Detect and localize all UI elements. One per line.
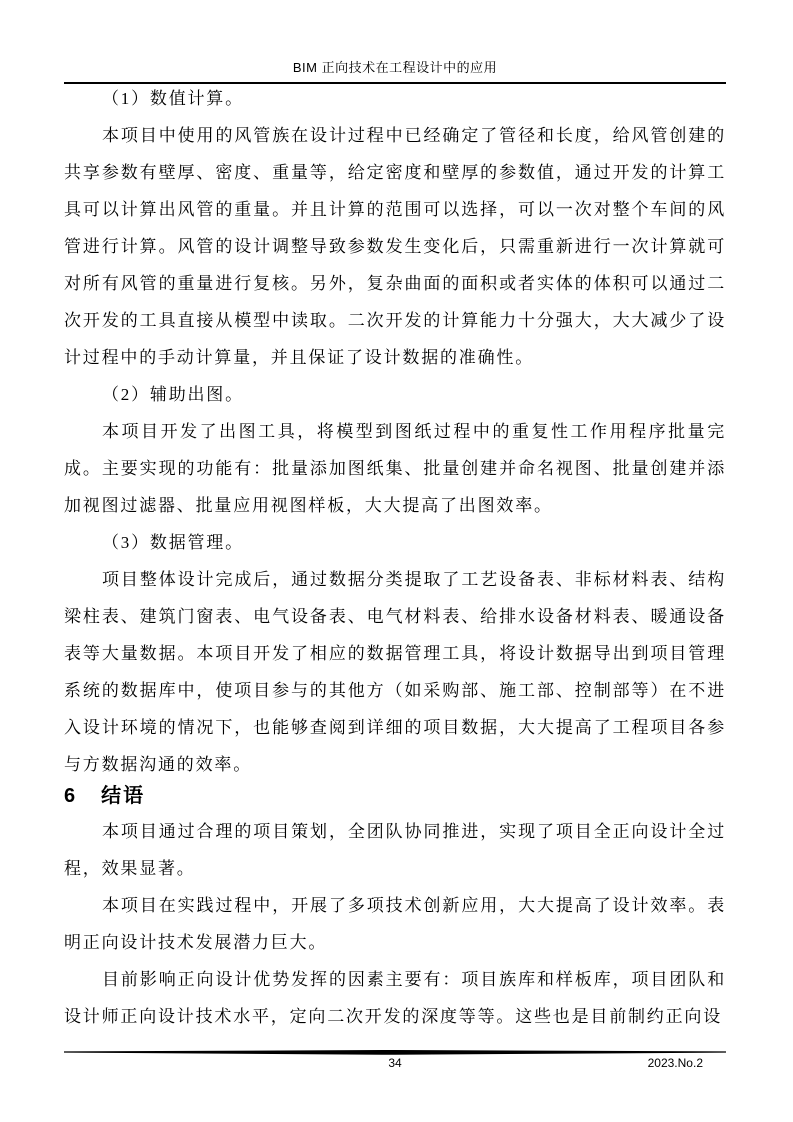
body-paragraph: 本项目在实践过程中，开展了多项技术创新应用，大大提高了设计效率。表明正向设计技术发展潜力巨大。 (64, 896, 726, 952)
issue-label: 2023.No.2 (647, 1056, 703, 1070)
section-title: 结语 (101, 785, 146, 807)
running-head-title: BIM 正向技术在工程设计中的应用 (292, 60, 498, 75)
body-paragraph: 目前影响正向设计优势发挥的因素主要有：项目族库和样板库，项目团队和设计师正向设计技术水平，定向二次开发的深度等等。这些也是目前制约正向设 (64, 970, 726, 1026)
body-paragraph: 本项目开发了出图工具，将模型到图纸过程中的重复性工作用程序批量完成。主要实现的功能有：批量添加图纸集、批量创建并命名视图、批量创建并添加视图过滤器、批量应用视图样板，大大提高了出图效率。 (64, 422, 726, 515)
body-paragraph: 项目整体设计完成后，通过数据分类提取了工艺设备表、非标材料表、结构梁柱表、建筑门窗表、电气设备表、电气材料表、给排水设备材料表、暖通设备表等大量数据。本项目开发了相应的数据管理工具，将设计数据导出到项目管理系统的数据库中，使项目参与的其他方（如采购部、施工部、控制部等）在不进入设计环境的情况下，也能够查阅到详细的项目数据，大大提高了工程项目各参与方数据沟通的效率。 (64, 570, 726, 774)
body-paragraph: 本项目中使用的风管族在设计过程中已经确定了管径和长度，给风管创建的共享参数有壁厚、密度、重量等，给定密度和壁厚的参数值，通过开发的计算工具可以计算出风管的重量。并且计算的范围可以选择，可以一次对整个车间的风管进行计算。风管的设计调整导致参数发生变化后，只需重新进行一次计算就可对所有风管的重量进行复核。另外，复杂曲面的面积或者实体的体积可以通过二次开发的工具直接从模型中读取。二次开发的计算能力十分强大，大大减少了设计过程中的手动计算量，并且保证了设计数据的准确性。 (64, 126, 726, 367)
numbered-item-paragraph: （2）辅助出图。 (102, 385, 244, 404)
section-number: 6 (64, 785, 78, 807)
page-footer (64, 1055, 726, 1071)
numbered-item-paragraph: （3）数据管理。 (102, 533, 244, 552)
page-number: 34 (388, 1056, 402, 1070)
numbered-item-paragraph: （1）数值计算。 (102, 89, 244, 108)
body-paragraph: 本项目通过合理的项目策划，全团队协同推进，实现了项目全正向设计全过程，效果显著。 (64, 822, 726, 878)
document-body (64, 80, 726, 1035)
section-heading (64, 783, 726, 809)
